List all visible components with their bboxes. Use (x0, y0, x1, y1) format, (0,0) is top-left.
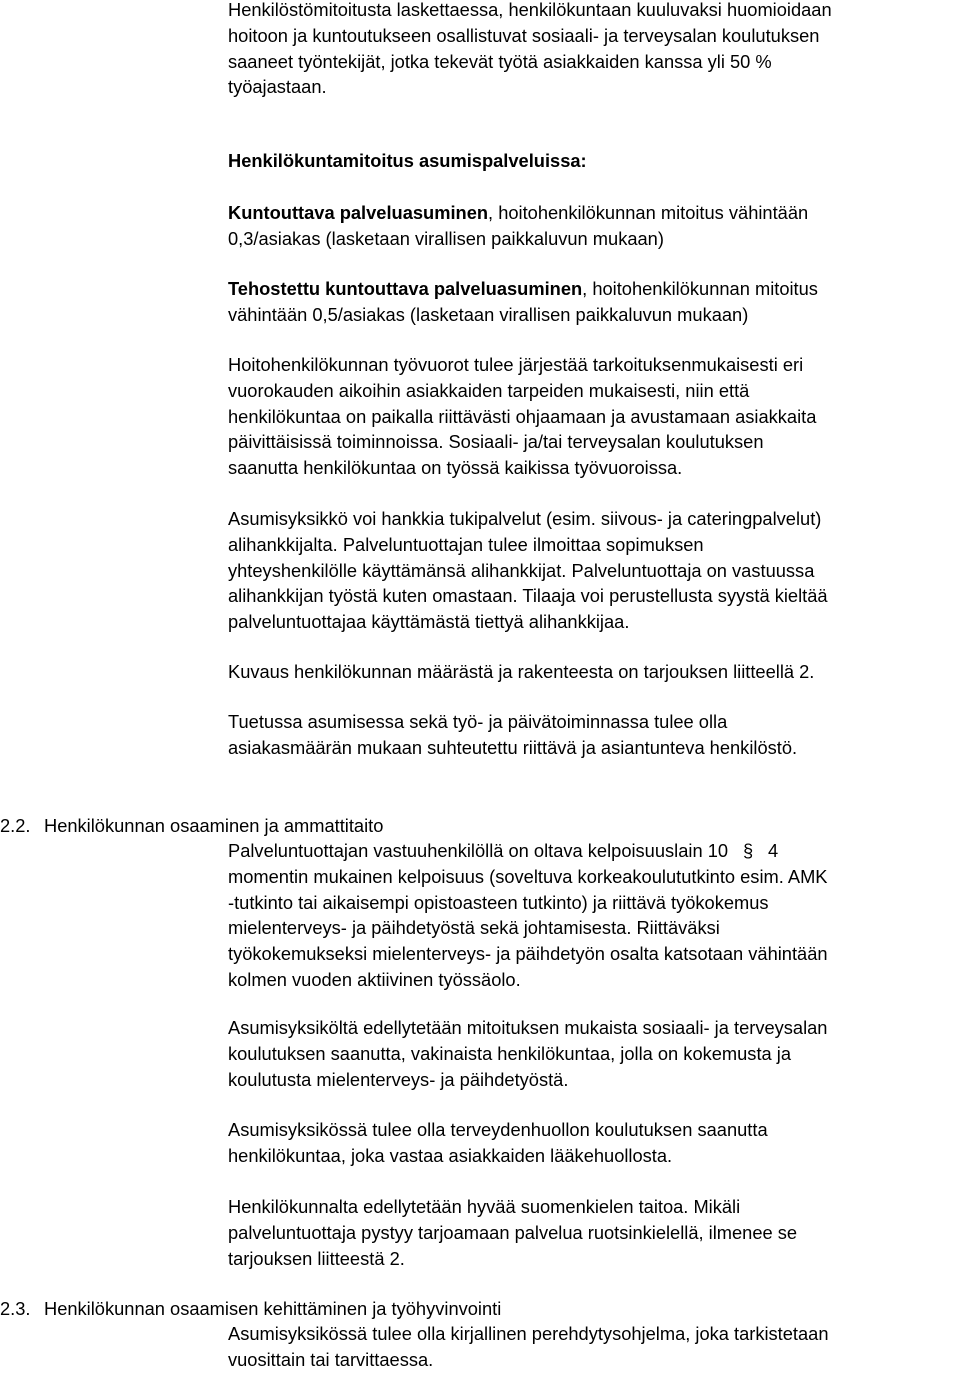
resp-text: Palveluntuottajan vastuuhenkilöllä on oltava kelpoisuuslain 10 (228, 840, 729, 861)
requirements-paragraph (228, 1015, 958, 1092)
section-symbol: § (742, 840, 754, 861)
text-line: Henkilöstömitoitusta laskettaessa, henkilökuntaan kuuluvaksi huomioidaan (228, 0, 832, 20)
section-title: Henkilökunnan osaamisen kehittäminen ja työhyvinvointi (44, 1298, 502, 1319)
orientation-paragraph (228, 1321, 958, 1373)
text-line: henkilökuntaa, joka vastaa asiakkaiden lääkehuollosta. (228, 1144, 673, 1166)
text-line: koulutusta mielenterveys- ja päihdetyöstä. (228, 1068, 569, 1090)
section-number: 2.3. (0, 1298, 31, 1319)
text-line: päivittäisissä toiminnoissa. Sosiaali- ja/tai terveysalan koulutuksen (228, 431, 764, 453)
intensive-term: Tehostettu kuntouttava palveluasuminen (228, 278, 583, 299)
text-line (228, 838, 958, 864)
section-heading-2-2 (0, 813, 940, 839)
text-line: Kuvaus henkilökunnan määrästä ja rakenteesta on tarjouksen liitteellä 2. (228, 661, 815, 682)
text-line: saanutta henkilökuntaa on työssä kaikissa työvuoroissa. (228, 457, 683, 479)
text-line: Hoitohenkilökunnan työvuorot tulee järjestää tarkoituksenmukaisesti eri (228, 354, 804, 375)
section-heading-2-3 (0, 1296, 940, 1322)
text-line: mielenterveys- ja päihdetyöstä sekä johtamisesta. Riittäväksi (228, 917, 720, 939)
text-line: yhteyshenkilölle käyttämänsä alihankkijat. Palveluntuottaja on vastuussa (228, 559, 815, 581)
rehab-text: , hoitohenkilökunnan mitoitus vähintään (488, 202, 809, 223)
text-line: Tuetussa asumisessa sekä työ- ja päivätoiminnassa tulee olla (228, 711, 728, 732)
text-line: palveluntuottaja pystyy tarjoamaan palvelua ruotsinkielellä, ilmenee se (228, 1221, 798, 1243)
text-line: vuorokauden aikoihin asiakkaiden tarpeiden mukaisesti, niin että (228, 379, 750, 401)
section-number: 2.2. (0, 815, 31, 836)
text-line: -tutkinto tai aikaisempi opistoasteen tutkinto) ja riittävä työkokemus (228, 891, 769, 913)
text-line: 0,3/asiakas (lasketaan virallisen paikkaluvun mukaan) (228, 227, 664, 249)
staffing-heading (228, 148, 958, 174)
responsible-person-paragraph (228, 838, 958, 993)
text-line: koulutuksen saanutta, vakinaista henkilökuntaa, jolla on kokemusta ja (228, 1042, 792, 1064)
text-line: kolmen vuoden aktiivinen työssäolo. (228, 968, 521, 990)
text-line: alihankkijalta. Palveluntuottajan tulee ilmoittaa sopimuksen (228, 533, 704, 555)
shifts-paragraph (228, 352, 958, 481)
rehab-term: Kuntouttava palveluasuminen (228, 202, 489, 223)
section-title: Henkilökunnan osaaminen ja ammattitaito (44, 815, 384, 836)
text-line: saaneet työntekijät, jotka tekevät työtä asiakkaiden kanssa yli 50 % (228, 50, 772, 72)
description-paragraph (228, 659, 958, 685)
text-line: työajastaan. (228, 76, 327, 98)
language-paragraph (228, 1194, 958, 1271)
text-line: Asumisyksikkö voi hankkia tukipalvelut (esim. siivous- ja cateringpalvelut) (228, 508, 822, 529)
text-line: vuosittain tai tarvittaessa. (228, 1348, 434, 1370)
intensive-paragraph (228, 276, 958, 328)
text-line: alihankkijan työstä kuten omastaan. Tilaaja voi perustellusta syystä kieltää (228, 585, 828, 607)
intensive-text: , hoitohenkilökunnan mitoitus (582, 278, 818, 299)
text-line: vähintään 0,5/asiakas (lasketaan virallisen paikkaluvun mukaan) (228, 303, 749, 325)
text-line: asiakasmäärän mukaan suhteutettu riittävä ja asiantunteva henkilöstö. (228, 736, 798, 758)
text-line: tarjouksen liitteestä 2. (228, 1247, 405, 1269)
staffing-heading-text: Henkilökuntamitoitus asumispalveluissa: (228, 150, 587, 171)
text-line: momentin mukainen kelpoisuus (soveltuva korkeakoulututkinto esim. AMK (228, 865, 828, 887)
text-line: henkilökuntaa on paikalla riittävästi ohjaamaan ja avustamaan asiakkaita (228, 405, 817, 427)
text-line (228, 276, 958, 302)
text-line: Asumisyksikössä tulee olla kirjallinen perehdytysohjelma, joka tarkistetaan (228, 1323, 829, 1344)
text-line (228, 200, 958, 226)
resp-tail: 4 (768, 840, 779, 861)
intro-paragraph (228, 0, 958, 100)
text-line: Asumisyksikössä tulee olla terveydenhuollon koulutuksen saanutta (228, 1119, 768, 1140)
text-line: hoitoon ja kuntoutukseen osallistuvat sosiaali- ja terveysalan koulutuksen (228, 24, 820, 46)
healthcare-staff-paragraph (228, 1117, 958, 1169)
text-line: työkokemukseksi mielenterveys- ja päihdetyön osalta katsotaan vähintään (228, 943, 828, 965)
text-line: Henkilökunnalta edellytetään hyvää suomenkielen taitoa. Mikäli (228, 1196, 741, 1217)
text-line: palveluntuottajaa käyttämästä tiettyä alihankkijaa. (228, 611, 630, 633)
text-line: Asumisyksiköltä edellytetään mitoituksen mukaista sosiaali- ja terveysalan (228, 1017, 828, 1038)
subcontracting-paragraph (228, 506, 958, 635)
supported-living-paragraph (228, 709, 958, 761)
rehab-paragraph (228, 200, 958, 252)
